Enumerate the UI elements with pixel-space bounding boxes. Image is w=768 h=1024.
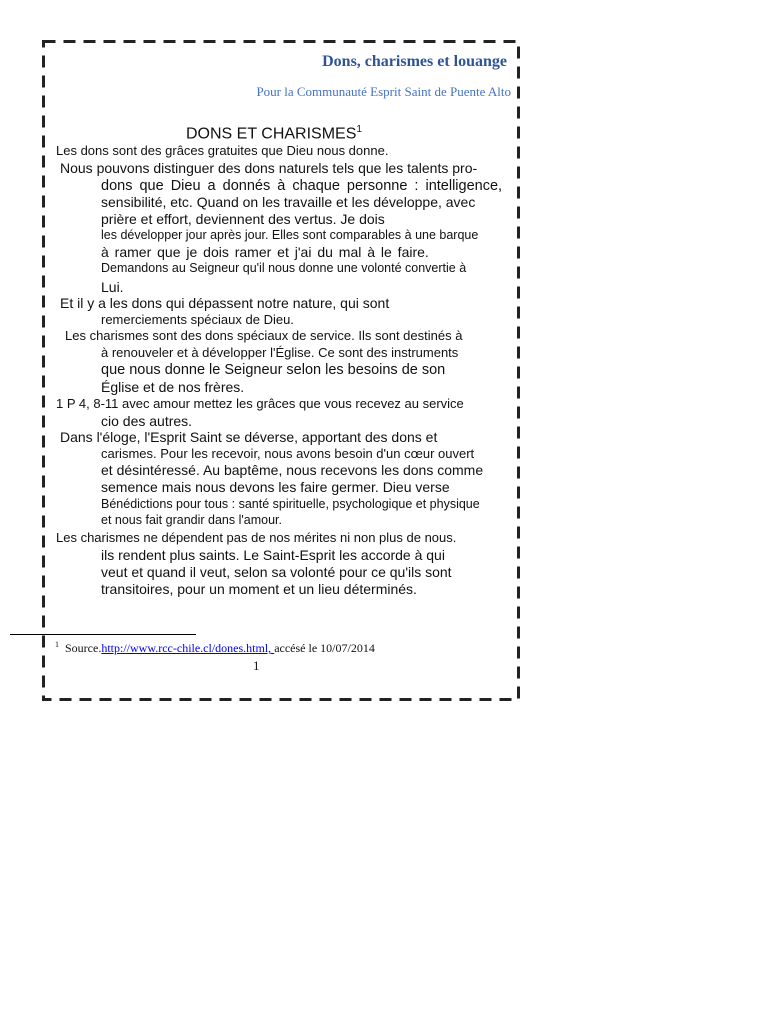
body-line: et désintéressé. Au baptême, nous recevons les dons comme (101, 462, 484, 478)
body-line: Lui. (101, 279, 124, 295)
footnote (55, 640, 375, 656)
source-link[interactable]: http://www.rcc-chile.cl/dones.html, (101, 641, 275, 655)
body-line: transitoires, pour un moment et un lieu déterminés. (101, 581, 417, 597)
body-line: à ramer que je dois ramer et j'ai du mal à le faire. (101, 244, 429, 260)
body-line: dons que Dieu a donnés à chaque personne : intelligence, (101, 178, 503, 194)
body-line: Les charismes sont des dons spéciaux de service. Ils sont destinés à (65, 328, 463, 343)
body-line: les développer jour après jour. Elles sont comparables à une barque (101, 228, 479, 242)
body-line: semence mais nous devons les faire germer. Dieu verse (101, 479, 450, 495)
body-line: veut et quand il veut, selon sa volonté pour ce qu'ils sont (101, 564, 452, 580)
body-line: cio des autres. (101, 413, 193, 429)
body-line: remerciements spéciaux de Dieu. (101, 312, 294, 327)
body-line: 1 P 4, 8-11 avec amour mettez les grâces que vous recevez au service (56, 396, 464, 411)
section-heading-text: DONS ET CHARISMES (186, 125, 357, 143)
document-title: Dons, charismes et louange (322, 53, 507, 70)
body-line: et nous fait grandir dans l'amour. (101, 513, 282, 527)
footnote-reference[interactable]: 1 (356, 124, 362, 135)
footnote-separator (10, 634, 196, 635)
body-line: Et il y a les dons qui dépassent notre nature, qui sont (60, 295, 390, 311)
body-line: à renouveler et à développer l'Église. Ce sont des instruments (101, 345, 459, 360)
body-line: Église et de nos frères. (101, 379, 245, 395)
body-line: prière et effort, deviennent des vertus. Je dois (101, 211, 385, 227)
body-line: Bénédictions pour tous : santé spirituelle, psychologique et physique (101, 497, 480, 511)
body-line: ils rendent plus saints. Le Saint-Esprit les accorde à qui (101, 547, 445, 563)
body-line: Demandons au Seigneur qu'il nous donne une volonté convertie à (101, 261, 467, 275)
footnote-marker: 1 (55, 640, 59, 649)
body-line: carismes. Pour les recevoir, nous avons besoin d'un cœur ouvert (101, 446, 475, 461)
body-line: Dans l'éloge, l'Esprit Saint se déverse, apportant des dons et (60, 429, 438, 445)
page-frame (42, 40, 520, 701)
body-line: Les dons sont des grâces gratuites que Dieu nous donne. (56, 143, 389, 158)
body-line: Les charismes ne dépendent pas de nos mérites ni non plus de nous. (56, 530, 457, 545)
footnote-access-date: accésé le 10/07/2014 (274, 641, 375, 655)
section-heading (186, 124, 362, 143)
page-number: 1 (253, 658, 260, 673)
body-line: Nous pouvons distinguer des dons naturels tels que les talents pro- (60, 160, 478, 176)
body-line: sensibilité, etc. Quand on les travaille et les développe, avec (101, 194, 476, 210)
document-subtitle: Pour la Communauté Esprit Saint de Puente Alto (256, 84, 511, 99)
footnote-prefix: Source. (65, 641, 102, 655)
body-line: que nous donne le Seigneur selon les besoins de son (101, 362, 446, 378)
